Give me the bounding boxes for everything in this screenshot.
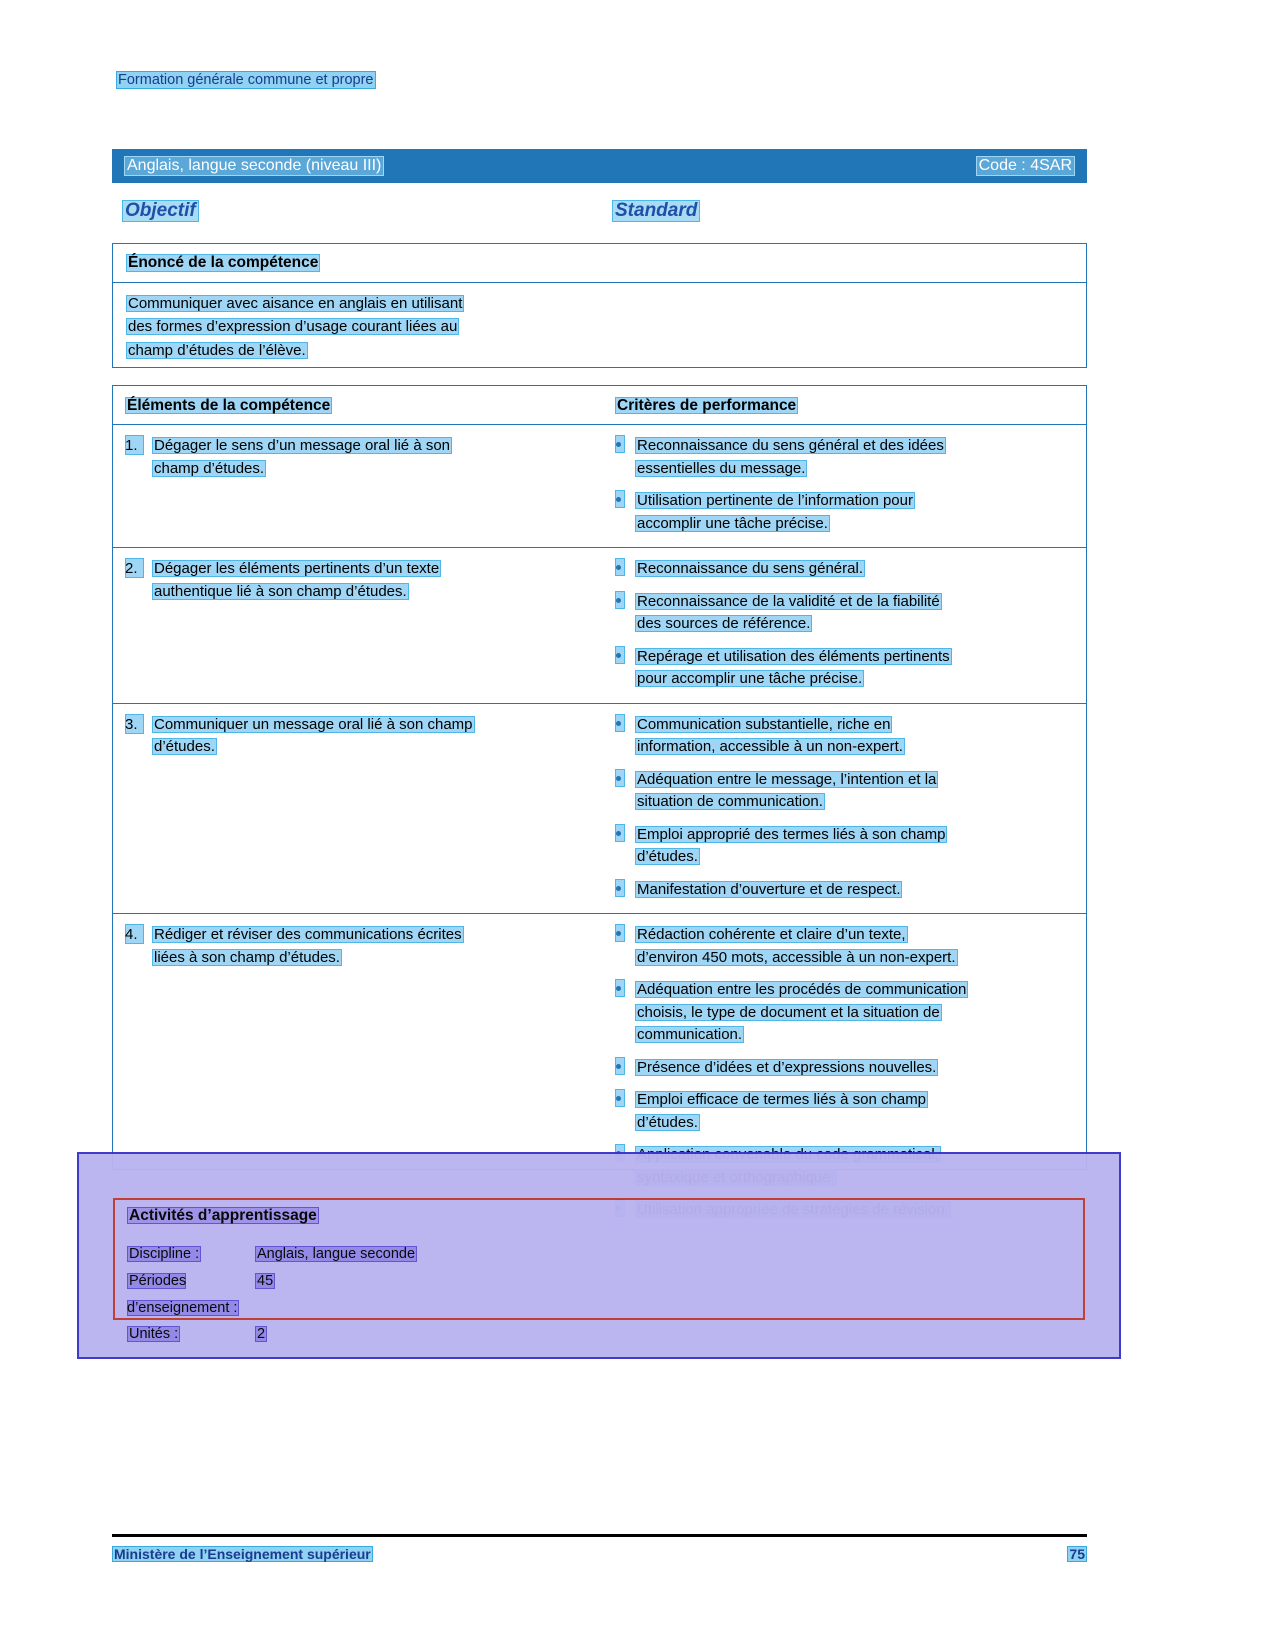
element-cell xyxy=(113,425,603,548)
criterion-line: Adéquation entre les procédés de communication xyxy=(637,981,967,998)
criterion-line: Présence d’idées et d’expressions nouvelles. xyxy=(637,1058,937,1076)
table-row xyxy=(113,703,1086,914)
bullet-icon xyxy=(615,979,625,997)
criterion-line: Utilisation pertinente de l’information pour xyxy=(637,492,913,509)
competency-statement-text xyxy=(126,292,596,362)
criterion-line: d’environ 450 mots, accessible à un non-expert. xyxy=(637,948,956,966)
bullet-icon xyxy=(615,714,625,732)
criterion-item xyxy=(615,924,1074,969)
course-title: Anglais, langue seconde (niveau III) xyxy=(124,156,384,176)
competency-line: Communiquer avec aisance en anglais en utilisant xyxy=(128,295,463,312)
table-header-row xyxy=(113,386,1086,425)
criterion-item xyxy=(615,979,1074,1047)
element-line: Communiquer un message oral lié à son champ xyxy=(154,715,473,733)
bullet-icon xyxy=(615,769,625,787)
criteria-heading: Critères de performance xyxy=(617,397,797,414)
criterion-line: Repérage et utilisation des éléments pertinents xyxy=(637,647,950,665)
activity-row xyxy=(127,1268,417,1322)
criterion-line: Manifestation d’ouverture et de respect. xyxy=(637,880,901,898)
activity-value: 2 xyxy=(257,1326,266,1343)
criterion-line: Reconnaissance de la validité et de la fiabilité xyxy=(637,592,940,610)
criteria-cell xyxy=(603,425,1086,548)
criterion-line: Communication substantielle, riche en xyxy=(637,715,891,733)
criterion-line: Reconnaissance du sens général. xyxy=(637,560,863,577)
activity-label: Unités : xyxy=(129,1326,179,1343)
activity-row xyxy=(127,1241,417,1268)
bullet-icon xyxy=(615,824,625,842)
element-line: Rédiger et réviser des communications écrites xyxy=(154,926,462,943)
criterion-item xyxy=(615,1057,1074,1080)
competency-statement-heading: Énoncé de la compétence xyxy=(128,254,319,271)
competency-statement-box xyxy=(112,243,1087,368)
column-headings xyxy=(122,200,1082,226)
header-note-text: Formation générale commune et propre xyxy=(118,72,374,88)
criterion-line: Emploi efficace de termes liés à son champ xyxy=(637,1091,927,1108)
element-number: 2. xyxy=(125,558,144,578)
table-row xyxy=(113,425,1086,548)
bullet-icon xyxy=(615,591,625,609)
competency-line: des formes d’expression d’usage courant liées au xyxy=(128,318,458,336)
footer-divider xyxy=(112,1534,1087,1537)
page-footer xyxy=(112,1546,1087,1562)
table-header-left xyxy=(113,386,603,425)
element-line: champ d’études. xyxy=(154,459,265,477)
activity-value: 45 xyxy=(257,1272,274,1289)
elements-heading: Éléments de la compétence xyxy=(127,397,331,414)
criterion-line: Emploi approprié des termes liés à son champ xyxy=(637,825,946,843)
course-title-bar xyxy=(112,149,1087,183)
criterion-line: situation de communication. xyxy=(637,793,823,810)
criterion-item xyxy=(615,769,1074,814)
bullet-icon xyxy=(615,490,625,508)
learning-activities-details xyxy=(127,1241,417,1348)
element-line: Dégager les éléments pertinents d’un texte xyxy=(154,560,440,577)
criterion-item xyxy=(615,714,1074,759)
criterion-item xyxy=(615,879,1074,902)
element-line: liées à son champ d’études. xyxy=(154,948,340,966)
learning-activities-heading-row xyxy=(127,1207,319,1225)
element-line: authentique lié à son champ d’études. xyxy=(154,582,407,600)
criterion-line: pour accomplir une tâche précise. xyxy=(637,670,863,687)
page-number: 75 xyxy=(1069,1546,1085,1562)
learning-activities-heading: Activités d’apprentissage xyxy=(129,1207,317,1224)
activity-label: Discipline : xyxy=(129,1246,200,1262)
criterion-line: communication. xyxy=(637,1026,743,1043)
element-number: 4. xyxy=(125,924,144,944)
header-note xyxy=(116,72,376,88)
objectif-heading: Objectif xyxy=(122,200,199,222)
element-cell xyxy=(113,703,603,914)
bullet-icon xyxy=(615,879,625,897)
learning-activities-box xyxy=(113,1198,1085,1343)
criterion-item xyxy=(615,646,1074,691)
criterion-line: d’études. xyxy=(637,848,698,865)
activity-value: Anglais, langue seconde xyxy=(257,1246,416,1262)
bullet-icon xyxy=(615,924,625,942)
criteria-cell xyxy=(603,703,1086,914)
bullet-icon xyxy=(615,558,625,576)
criterion-line: essentielles du message. xyxy=(637,459,806,477)
element-cell xyxy=(113,548,603,704)
bullet-icon xyxy=(615,1089,625,1107)
criterion-line: accomplir une tâche précise. xyxy=(637,514,828,532)
criterion-line: Adéquation entre le message, l’intention et la xyxy=(637,770,937,788)
criterion-line: information, accessible à un non-expert. xyxy=(637,738,903,755)
criterion-line: d’études. xyxy=(637,1113,698,1131)
table-header-right xyxy=(603,386,1086,425)
competency-line: champ d’études de l’élève. xyxy=(128,341,306,359)
competency-statement-heading-row xyxy=(113,244,1086,283)
table-row xyxy=(113,548,1086,704)
footer-ministry: Ministère de l’Enseignement supérieur xyxy=(114,1546,371,1562)
bullet-icon xyxy=(615,435,625,453)
competency-elements-table xyxy=(112,385,1087,1170)
criterion-item xyxy=(615,591,1074,636)
element-number: 3. xyxy=(125,714,144,734)
learning-activities-panel xyxy=(77,1152,1121,1359)
criterion-item xyxy=(615,435,1074,480)
element-line: Dégager le sens d’un message oral lié à son xyxy=(154,437,451,454)
standard-heading: Standard xyxy=(612,200,700,222)
activity-label: Périodes d’enseignement : xyxy=(127,1272,238,1316)
criterion-line: choisis, le type de document et la situation de xyxy=(637,1003,940,1021)
element-number: 1. xyxy=(125,435,144,455)
criteria-cell xyxy=(603,548,1086,704)
criterion-line: Rédaction cohérente et claire d’un texte, xyxy=(637,926,906,943)
criterion-item xyxy=(615,824,1074,869)
bullet-icon xyxy=(615,1057,625,1075)
course-code: Code : 4SAR xyxy=(976,156,1075,176)
criterion-line: Reconnaissance du sens général et des idées xyxy=(637,437,944,454)
bullet-icon xyxy=(615,646,625,664)
activity-row xyxy=(127,1321,417,1348)
criterion-line: des sources de référence. xyxy=(637,615,811,632)
criterion-item xyxy=(615,1089,1074,1134)
criterion-item xyxy=(615,490,1074,535)
element-line: d’études. xyxy=(154,738,215,755)
criterion-item xyxy=(615,558,1074,581)
